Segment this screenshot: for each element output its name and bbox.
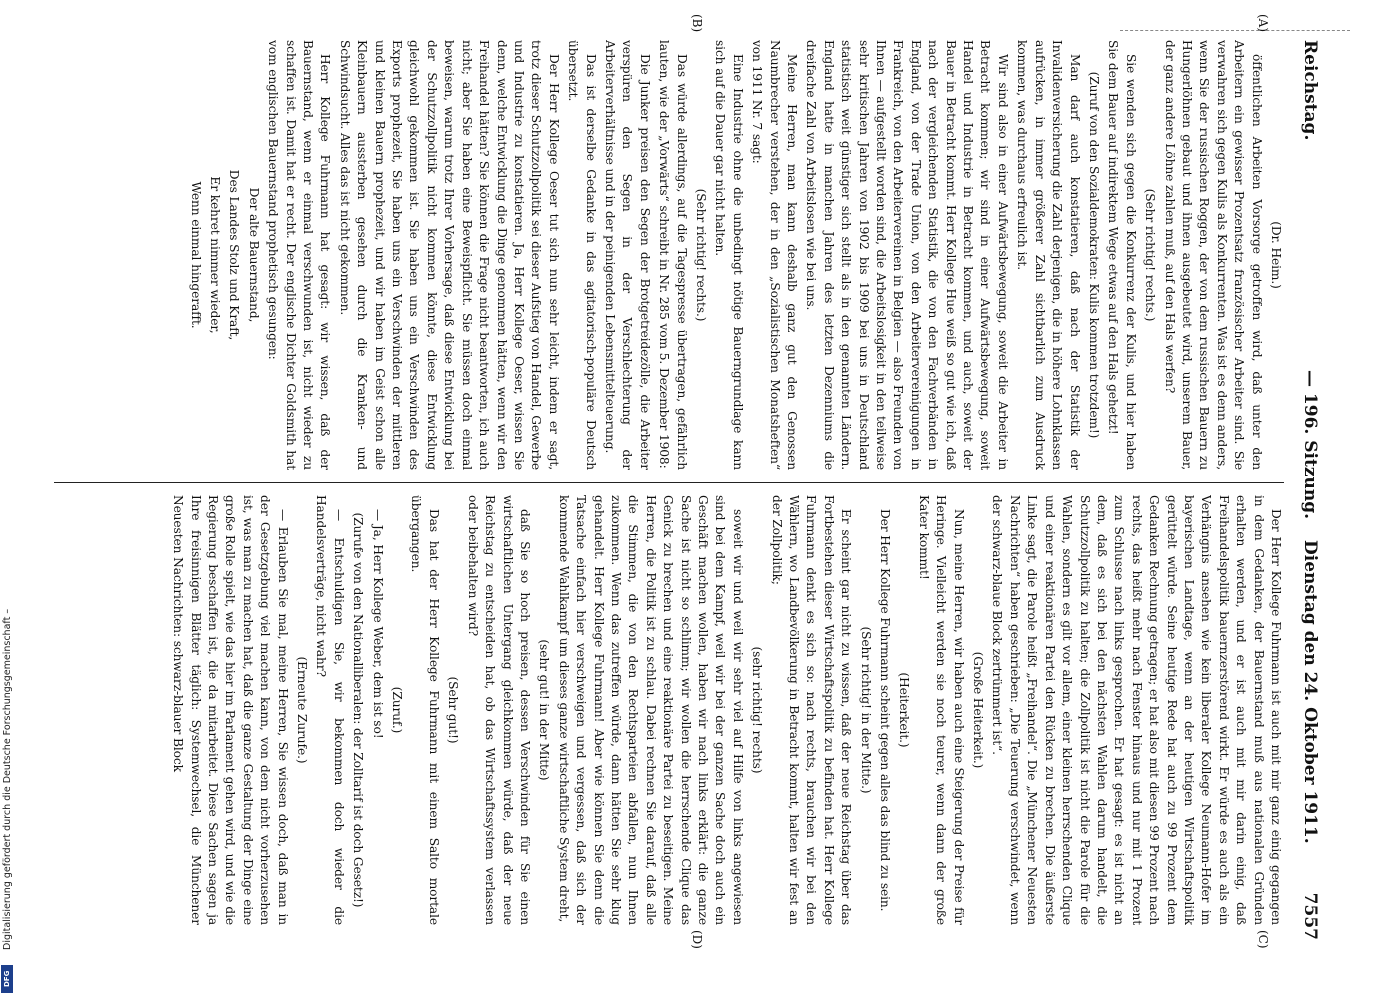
scan-edge-line [1120, 30, 1350, 33]
paragraph: Er scheint gar nicht zu wissen, daß der neue Reichstag über das Fortbestehen dieser Wirtschaftspolitik zu befinden hat. Herr Kollege Fuhrmann denkt es sich so: nach rechts, brauchen wir bei den Wählern, wo Landbevölkerung in Betracht kommt, halten wir fest an der Zollpolitik; [769, 495, 854, 925]
paragraph: Wenn einmal hingerafft. [188, 181, 203, 329]
paragraph: daß Sie so hoch preisen, dessen Verschwinden für Sie einen wirtschaftlichen Untergang gleichkommen würde, daß der neue Reichstag zu entscheiden hat, ob das Wirtschaftssystem verlassen oder beibehalten wird? [465, 495, 532, 925]
paragraph: Wir sind also in einer Aufwärtsbewegung, soweit die Arbeiter in Betracht kommen; wir sind in einer Aufwärtsbewegung, soweit Handel und Industrie in Betracht kommen, und auch, soweit der Bauer in Betracht kommt. Herr Kollege Hue weiß so gut wie ich, daß nach der vergleichenden Statistik, die von den Fachverbänden in England, von der Trade Union, von den Arbeitervereinigungen in Frankreich, von den Arbeitervereinen in Belgien — also Freunden von Ihnen — aufgestellt worden sind, die Arbeitslosigkeit in den teilweise sehr kritischen Jahren von 1902 bis 1909 bei uns in Deutschland statistisch weit günstiger sich stellt als in den genannten Ländern. England hatte in manchen Jahren des letzten Dezenniums die dreifache Zahl von Arbeitslosen wie bei uns. [804, 40, 1010, 470]
rotated-document [50, 14, 1330, 949]
paragraph: (sehr richtig! rechts) [750, 646, 765, 774]
paragraph: Der Herr Kollege Oeser tut sich nun sehr leicht, indem er sagt, trotz dieser Schutzzollpolitik sei dieser Aufstieg von Handel, Gewerbe und Industrie zu konstatieren. Ja, Herr Kollege Oeser, wissen Sie denn, welche Entwicklung die Dinge genommen hätten, wenn wir den Freihandel hätten? Sie können die Frage nicht beantworten, ich auch nicht; aber Sie haben eine Beweispflicht. Sie müssen doch einmal beweisen, warum trotz Ihrer Vorhersage, daß diese Entwicklung bei der Schutzzollpolitik nicht kommen könnte, diese Entwicklung gleichwohl gekommen ist. Sie haben uns ein Verschwinden des Exports prophezeit, Sie haben uns ein Verschwinden der mittleren und kleinen Bauern prophezeit, und wir haben im Geist schon alle Kleinbauern aussterben gesehen durch die Kranken- und Schwindsucht. Alles das ist nicht gekommen. [337, 40, 561, 470]
paragraph: — Ja, Herr Kollege Weber, dem ist so! [370, 509, 385, 739]
paragraph: Der Herr Kollege Fuhrmann scheint gegen alles das blind zu sein. [878, 509, 893, 912]
paragraph: Meine Herren, man kann deshalb ganz gut den Genossen Naumbrecher verstehen, der in den „Sozialistischen Monatsheften“ von 1911 Nr. 7 sagt: [750, 40, 800, 470]
paragraph: (Zuruf von den Sozialdemokraten: Kulis kommen trotzdem!) [1086, 71, 1101, 439]
page-header [1290, 40, 1330, 940]
margin-marker-d: (D) [690, 930, 704, 949]
paragraph: (Zurufe von den Nationalliberalen: der Zolltarif ist doch Gesetz!) [351, 512, 366, 908]
paragraph: Das ist derselbe Gedanke in das agitatorisch-populäre Deutsch übersetzt. [566, 40, 598, 470]
paragraph: öffentlichen Arbeiten Vorsorge getroffen wird, daß unter den Arbeitern ein gewisser Prozentsatz französischer Arbeiter sind. Sie verwahren sich gegen Kulis als Konkurrenten. Was ist es denn anders, wenn Sie der russischen Roggen, der von dem russischen Bauern zu Hungerlöhnen gebaut und ihnen ausgebeutet wird, unserem Bauer, der ganz andere Löhne zahlen muß, auf den Hals werfen? [1162, 40, 1264, 470]
digitization-credit-text: Digitalisierung gefördert durch die Deutsche Forschungsgemeinschaft – [2, 608, 13, 950]
margin-marker-c: (C) [1256, 930, 1270, 949]
paragraph: Eine Industrie ohne die unbedingt nötige Bauerngrundlage kann sich auf die Dauer gar nicht halten. [713, 40, 745, 470]
header-chamber: Reichstag. [1300, 40, 1320, 141]
paragraph: soweit wir und weil wir sehr viel auf Hilfe von links angewiesen sind bei dem Kampf, weil wir bei der ganzen Sache doch auch ein Geschäft machen wollen, haben wir nach links erklärt: die ganze Sache ist nicht so schlimm; wir wollen die herrschende Clique das Genick zu brechen und eine reaktionäre Partei zu beseitigen. Meine Herren, die Politik ist zu schlau. Dabei rechnen Sie darauf, daß alle die Stimmen, die von den Rechtsparteien abfallen, nun Ihnen zukommen. Wenn das zutreffen würde, dann hätten Sie sehr klug gehandelt. Herr Kollege Fuhrmann! Aber wie können Sie denn die Tatsache einfach hier verschweigen und vergessen, daß sich der kommende Wahlkampf um dieses ganze wirtschaftliche System dreht, [556, 495, 745, 925]
paragraph: (Zuruf.) [390, 686, 405, 734]
paragraph: (Sehr richtig! rechts.) [694, 188, 708, 322]
paragraph: (sehr gut! in der Mitte) [537, 639, 552, 781]
paragraph: Der Herr Kollege Fuhrmann ist auch mit mir ganz einig gegangen in dem Gedanken, der Bauernstand muß aus nationalen Gründen erhalten werden, und er ist auch mit mir darin einig, daß Freihandelspolitik bauernzerstörend wirkt. Er würde es auch als ein Verhängnis ansehen wie kein liberaler Kollege Neumann-Hofer im bayerischen Landtage, wenn an der heutigen Wirtschaftspolitik gerüttelt würde. Seine heutige Rede hat auch zu 99 Prozent dem Gedanken Rechnung getragen; er hat also mit diesen 99 Prozent nach rechts, das heißt mehr nach Fenster hinaus und nur mit 1 Prozent zum Schlusse nach links gesprochen. Er hat gesagt: es ist nicht an dem, daß es sich bei den nächsten Wahlen darum handelt, die Schutzzollpolitik zu halten; die Zollpolitik ist nicht die Parole für die Wahlen, sondern es gilt vor allem, einer kleinen herrschenden Clique und einer reaktionären Partei den Rücken zu brechen. Die äußerste Linke sagt, die Parole heißt „Freihandel“. Die „Münchener Neuesten Nachrichten“ haben geschrieben: „Die Teuerung verschwindet, wenn der schwarz-blaue Block zertrümmert ist“. [990, 495, 1283, 925]
paragraph: Das hat der Herr Kollege Fuhrmann mit einem Salto mortale übergangen. [409, 495, 441, 925]
paragraph: Herr Kollege Fuhrmann hat gesagt: wir wissen, daß der Bauernstand, wenn er einmal verschwunden ist, nicht wieder zu schaffen ist. Damit hat er recht. Der englische Dichter Goldsmith hat vom englischen Bauernstand prophetisch gesungen: [266, 40, 333, 470]
dfg-logo-icon: DFG [1, 965, 13, 993]
header-session: — 196. Sitzung. [1300, 370, 1320, 520]
paragraph: — Erlauben Sie mal, meine Herren, Sie wissen doch, daß man in der Gesetzgebung viel machen kann, von dem nicht vorherzusehen ist, was man zu machen hat, daß die ganze Gestaltung der Dinge eine große Rolle spielt, wie das hier im Parlament gehen wird, und wie die Regierung beschaffen ist, die da mitarbeitet. Diese Sachen sagen ja Ihre freisinnigen Blätter täglich: Systemwechsel, die Münchener Neuesten Nachrichten: schwarz-blauer Block [171, 495, 290, 925]
paragraph: Sie wenden sich gegen die Konkurrenz der Kulis, und hier haben Sie dem Bauer auf indirektem Wege etwas auf den Hals gehetzt! [1106, 40, 1138, 470]
paragraph: (Erneute Zurufe.) [295, 656, 310, 764]
paragraph: (Sehr richtig! in der Mitte.) [858, 626, 873, 794]
paragraph: — Entschuldigen Sie, wir bekommen doch wieder die Handelsverträge, nicht wahr? [314, 495, 346, 925]
header-date: Dienstag den 24. Oktober 1911. [1300, 540, 1320, 844]
paragraph: Das würde allerdings, auf die Tagespresse übertragen, gefährlich lauten, wie der „Vorwärts“ schreibt in Nr. 285 vom 5. Dezember 1908: [657, 40, 689, 470]
paragraph: (Heiterkeit.) [897, 672, 912, 748]
paragraph: (Sehr richtig! rechts.) [1143, 188, 1158, 322]
paragraph: (Große Heiterkeit.) [971, 651, 986, 769]
paragraph: Nun, meine Herren, wir haben auch eine Steigerung der Preise für Heringe. Vielleicht werden sie noch teurer, wenn dann der große Kater kommt! [916, 495, 966, 925]
paragraph: (Dr. Heim.) [1269, 221, 1283, 289]
paragraph: Der alte Bauernstand, [246, 187, 261, 323]
paragraph: (Sehr gut!) [446, 676, 461, 744]
paragraph: Er kehret nimmer wieder, [208, 176, 223, 334]
column-divider [54, 482, 1284, 483]
right-column [54, 495, 1284, 925]
left-column [54, 40, 1284, 470]
digitization-credit [2, 250, 14, 990]
margin-marker-b: (B) [690, 14, 704, 33]
margin-marker-a: (A) [1256, 14, 1270, 33]
paragraph: Die Junker preisen den Segen der Brotgetreidezölle, die Arbeiter verspüren den Segen in der Verschlechterung der Arbeiterverhältnisse und in der peinigenden Lebensmittelteuerung. [602, 40, 652, 470]
paragraph: Des Landes Stolz und Kraft, [227, 169, 242, 341]
header-page-number: 7557 [1300, 892, 1320, 940]
text-columns [54, 14, 1284, 949]
paragraph: Man darf auch konstatieren, daß nach der Statistik der Invalidenversicherung die Zahl derjenigen, die in höhere Lohnklassen aufrücken, in immer größerer Zahl sichtbarlich zum Ausdruck kommen, was durchaus erfreulich ist. [1015, 40, 1082, 470]
